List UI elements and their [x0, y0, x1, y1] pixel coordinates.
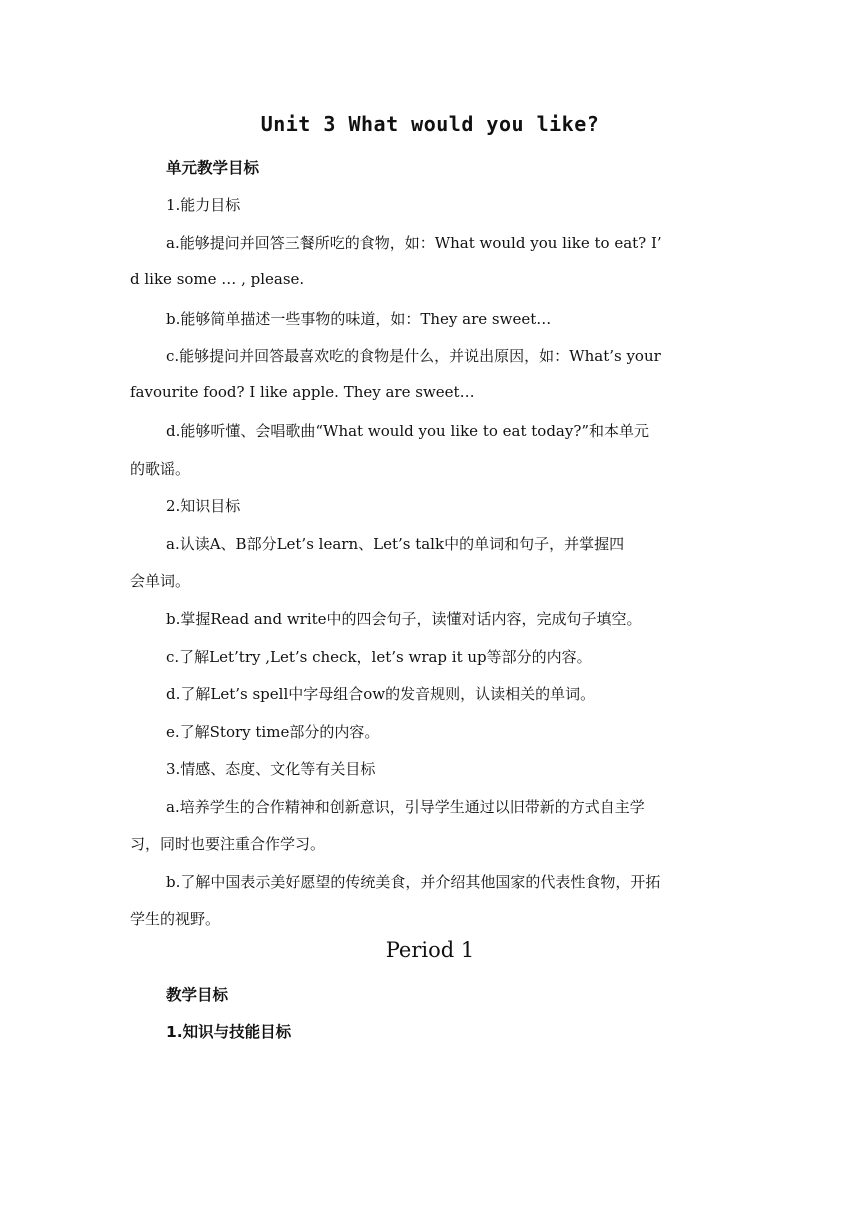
- paragraph-line: 的歌谣。: [130, 460, 191, 478]
- paragraph-line: 会单词。: [130, 572, 191, 590]
- paragraph-line: b.能够简单描述一些事物的味道，如：They are sweet…: [166, 310, 552, 328]
- paragraph-line: a.认读A、B部分Let’s learn、Let’s talk中的单词和句子，并掌握四: [166, 535, 625, 553]
- paragraph-line: d.了解Let’s spell中字母组合ow的发音规则，认读相关的单词。: [166, 685, 596, 703]
- paragraph-line: b.掌握Read and write中的四会句子，读懂对话内容，完成句子填空。: [166, 610, 642, 628]
- paragraph-line: 习，同时也要注重合作学习。: [130, 835, 326, 853]
- paragraph-line: 学生的视野。: [130, 910, 221, 928]
- paragraph-line: b.了解中国表示美好愿望的传统美食，并介绍其他国家的代表性食物，开拓: [166, 873, 661, 891]
- period-heading: 教学目标: [166, 986, 229, 1004]
- section-heading: 单元教学目标: [166, 159, 260, 177]
- paragraph-line: a.培养学生的合作精神和创新意识，引导学生通过以旧带新的方式自主学: [166, 798, 645, 816]
- paragraph-line: favourite food? I like apple. They are sweet…: [130, 383, 475, 401]
- subsection-attitude: 3.情感、态度、文化等有关目标: [166, 760, 376, 778]
- paragraph-line: c.了解Let’try ,Let’s check，let’s wrap it up等部分的内容。: [166, 648, 592, 666]
- unit-title: Unit 3 What would you like?: [260, 112, 600, 136]
- paragraph-line: a.能够提问并回答三餐所吃的食物，如：What would you like to eat? I’: [166, 234, 662, 252]
- paragraph-line: d like some … , please.: [130, 270, 305, 288]
- paragraph-line: d.能够听懂、会唱歌曲“What would you like to eat today?”和本单元: [166, 422, 650, 440]
- paragraph-line: c.能够提问并回答最喜欢吃的食物是什么，并说出原因，如：What’s your: [166, 347, 661, 365]
- subsection-ability: 1.能力目标: [166, 196, 241, 214]
- paragraph-line: e.了解Story time部分的内容。: [166, 723, 380, 741]
- subsection-knowledge: 2.知识目标: [166, 497, 241, 515]
- period-title: Period 1: [385, 938, 475, 962]
- period-subheading: 1.知识与技能目标: [166, 1023, 292, 1041]
